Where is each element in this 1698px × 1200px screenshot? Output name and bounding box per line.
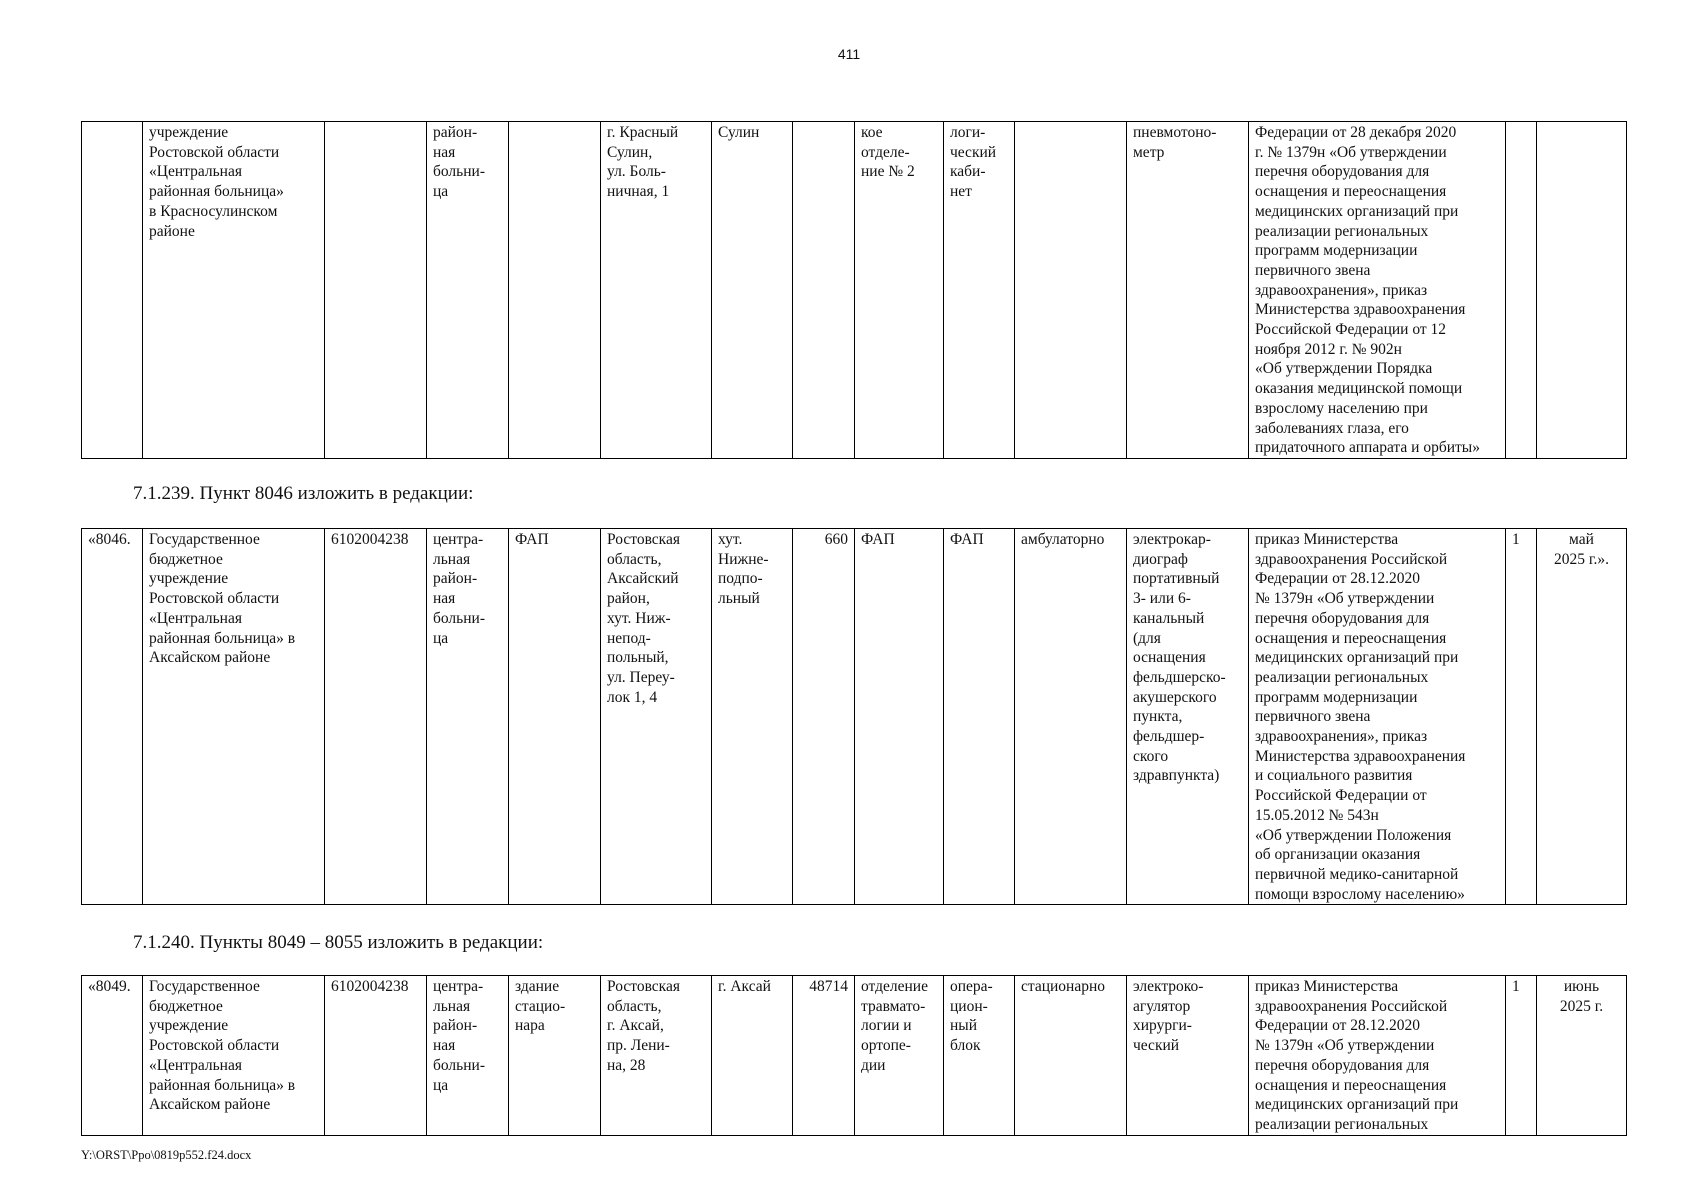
section-heading: 7.1.239. Пункт 8046 изложить в редакции: <box>133 483 474 504</box>
cell-date <box>1537 122 1627 459</box>
page-number: 411 <box>837 46 861 62</box>
cell-address: г. Красный Сулин, ул. Боль- ничная, 1 <box>601 122 712 459</box>
cell-care-type: стационарно <box>1015 976 1127 1136</box>
cell-equipment: электроко- агулятор хирурги- ческий <box>1127 976 1249 1136</box>
cell-organization: учреждение Ростовской области «Центральная районная больница» в Красносулинском районе <box>143 122 325 459</box>
cell-quantity: 1 <box>1506 529 1537 905</box>
cell-facility: ФАП <box>509 529 601 905</box>
cell-org-type: центра- льная район- ная больни- ца <box>427 976 509 1136</box>
document-table-item-8046 <box>81 528 1627 905</box>
cell-unit: опера- цион- ный блок <box>944 976 1015 1136</box>
cell-unit: ФАП <box>944 529 1015 905</box>
table-row <box>82 122 1627 459</box>
table-row <box>82 529 1627 905</box>
cell-inn <box>325 122 427 459</box>
cell-population: 48714 <box>793 976 855 1136</box>
cell-legal-basis: приказ Министерства здравоохранения Российской Федерации от 28.12.2020 № 1379н «Об утверждении перечня оборудования для оснащения и переоснащения медицинских организаций при реализации региональных программ модернизации первичного звена здравоохранения», приказ Министерства здравоохранения и социального развития Российской Федерации от 15.05.2012 № 543н «Об утверждении Положения об организации оказания первичной медико-санитарной помощи взрослому населению» <box>1249 529 1506 905</box>
table-row <box>82 976 1627 1136</box>
cell-number: «8046. <box>82 529 143 905</box>
document-table-continuation <box>81 121 1627 459</box>
cell-address: Ростовская область, г. Аксай, пр. Лени- на, 28 <box>601 976 712 1136</box>
cell-inn: 6102004238 <box>325 976 427 1136</box>
cell-settlement: Сулин <box>712 122 793 459</box>
cell-org-type: центра- льная район- ная больни- ца <box>427 529 509 905</box>
cell-settlement: г. Аксай <box>712 976 793 1136</box>
cell-address: Ростовская область, Аксайский район, хут. Ниж- непод- польный, ул. Переу- лок 1, 4 <box>601 529 712 905</box>
cell-date: май 2025 г.». <box>1537 529 1627 905</box>
cell-equipment: электрокар- диограф портативный 3- или 6- канальный (для оснащения фельдшерско- акушерского пункта, фельдшер- ского здравпункта) <box>1127 529 1249 905</box>
cell-facility <box>509 122 601 459</box>
cell-legal-basis: приказ Министерства здравоохранения Российской Федерации от 28.12.2020 № 1379н «Об утверждении перечня оборудования для оснащения и переоснащения медицинских организаций при реализации региональных <box>1249 976 1506 1136</box>
cell-quantity: 1 <box>1506 976 1537 1136</box>
section-heading: 7.1.240. Пункты 8049 – 8055 изложить в редакции: <box>133 932 544 953</box>
cell-settlement: хут. Нижне- подпо- льный <box>712 529 793 905</box>
cell-care-type: амбулаторно <box>1015 529 1127 905</box>
cell-equipment: пневмотоно- метр <box>1127 122 1249 459</box>
cell-unit: логи- ческий каби- нет <box>944 122 1015 459</box>
cell-number: «8049. <box>82 976 143 1136</box>
cell-org-type: район- ная больни- ца <box>427 122 509 459</box>
cell-facility: здание стацио- нара <box>509 976 601 1136</box>
cell-legal-basis: Федерации от 28 декабря 2020 г. № 1379н «Об утверждении перечня оборудования для оснащения и переоснащения медицинских организаций при реализации региональных программ модернизации первичного звена здравоохранения», приказ Министерства здравоохранения Российской Федерации от 12 ноября 2012 г. № 902н «Об утверждении Порядка оказания медицинской помощи взрослому населению при заболеваниях глаза, его придаточного аппарата и орбиты» <box>1249 122 1506 459</box>
cell-date: июнь 2025 г. <box>1537 976 1627 1136</box>
cell-organization: Государственное бюджетное учреждение Ростовской области «Центральная районная больница» в Аксайском районе <box>143 976 325 1136</box>
cell-number <box>82 122 143 459</box>
cell-quantity <box>1506 122 1537 459</box>
cell-care-type <box>1015 122 1127 459</box>
document-table-item-8049 <box>81 975 1627 1136</box>
cell-department: ФАП <box>855 529 944 905</box>
cell-population <box>793 122 855 459</box>
cell-inn: 6102004238 <box>325 529 427 905</box>
cell-population: 660 <box>793 529 855 905</box>
footer-file-path: Y:\ORST\Ppo\0819p552.f24.docx <box>81 1148 252 1162</box>
cell-department: отделение травмато- логии и ортопе- дии <box>855 976 944 1136</box>
cell-department: кое отделе- ние № 2 <box>855 122 944 459</box>
cell-organization: Государственное бюджетное учреждение Ростовской области «Центральная районная больница» в Аксайском районе <box>143 529 325 905</box>
